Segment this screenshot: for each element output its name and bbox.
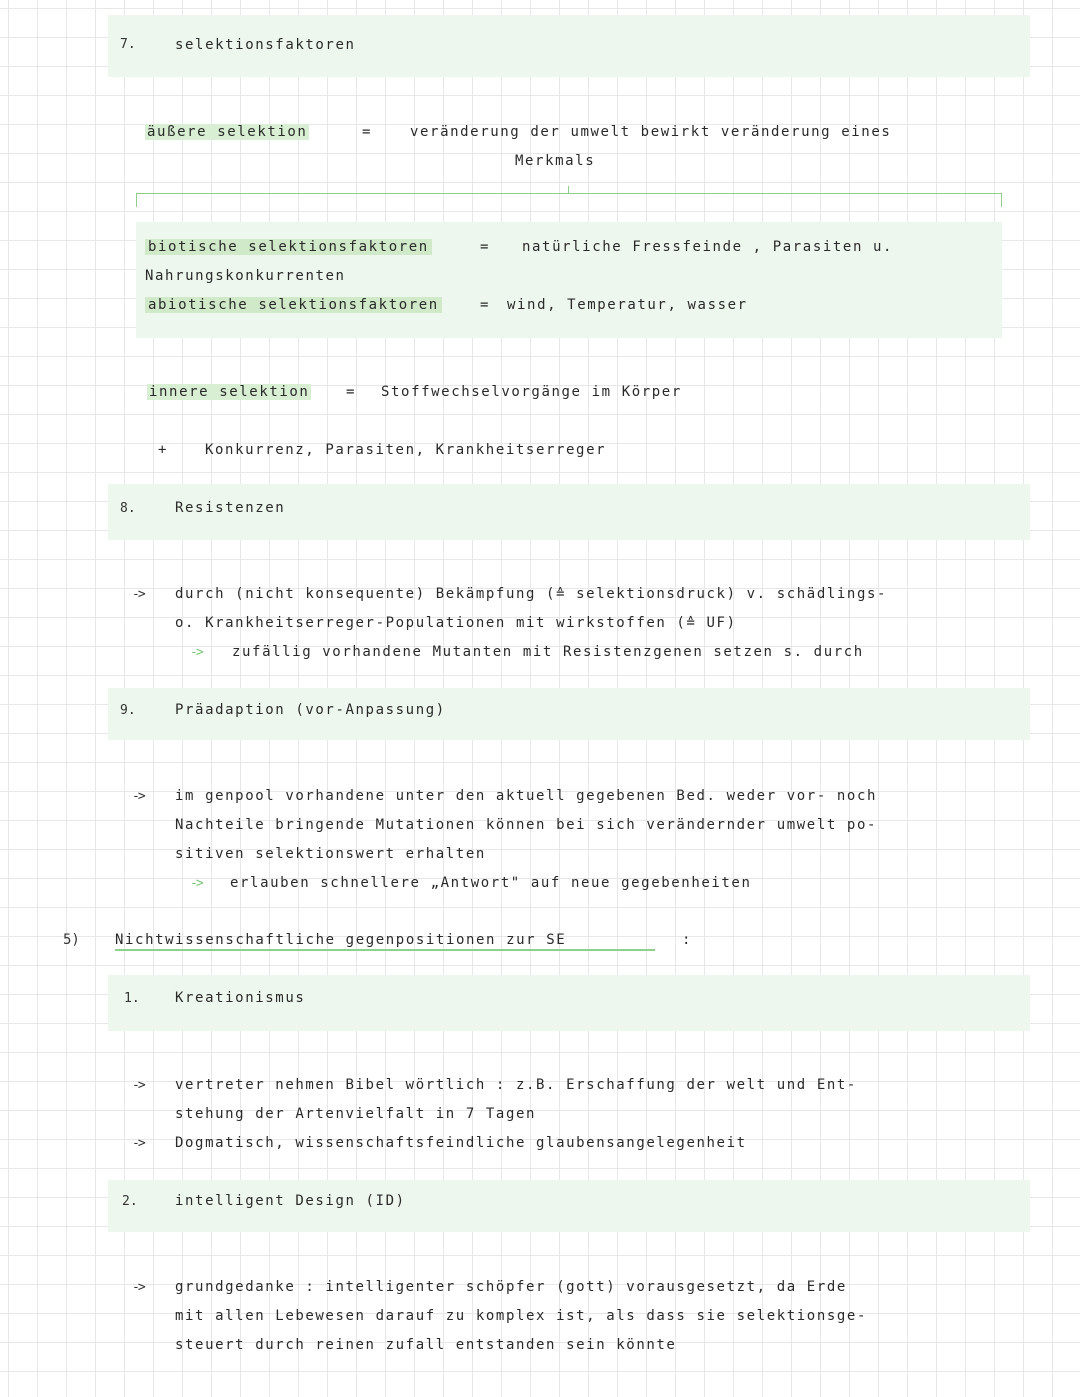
biotic-def-2: Nahrungskonkurrenten [145,268,346,284]
intelligent-design-line-1: grundgedanke : intelligenter schöpfer (gott) vorausgesetzt, da Erde [175,1279,847,1295]
section-5-colon: : [682,932,693,948]
intelligent-design-number: 2. [122,1194,138,1209]
intelligent-design-line-2: mit allen Lebewesen darauf zu komplex ist, als dass sie selektionsge- [175,1308,867,1324]
section-9-line-1: im genpool vorhandene unter den aktuell gegebenen Bed. weder vor- noch [175,788,878,804]
abiotic-eq: = [480,297,491,313]
plus-sign: + [158,442,169,458]
intelligent-design-arrow: -> [132,1280,144,1295]
inner-selection-def: Stoffwechselvorgänge im Körper [381,384,682,400]
outer-selection-def-1: veränderung der umwelt bewirkt veränderung eines [410,124,892,140]
kreationismus-title: Kreationismus [175,990,306,1006]
outer-selection-eq: = [362,124,373,140]
kreationismus-line-3: Dogmatisch, wissenschaftsfeindliche glaubensangelegenheit [175,1135,747,1151]
bracket-line [136,193,1002,194]
section-9-arrow: -> [132,789,144,804]
bracket-left-tick [136,193,137,207]
section-7-title: selektionsfaktoren [175,37,356,53]
section-8-number: 8. [120,501,136,516]
outer-selection-def-2: Merkmals [515,153,596,169]
section-9-number: 9. [120,703,136,718]
section-9-title: Präadaption (vor-Anpassung) [175,702,446,718]
kreationismus-number: 1. [124,991,140,1006]
inner-selection-term: innere selektion [149,384,310,400]
abiotic-term: abiotische selektionsfaktoren [145,296,442,314]
biotic-eq: = [480,239,491,255]
plus-text: Konkurrenz, Parasiten, Krankheitserreger [205,442,607,458]
section-8-line-1: durch (nicht konsequente) Bekämpfung (≙ selektionsdruck) v. schädlings- [175,586,888,602]
section-8-sub-arrow: -> [190,645,202,660]
section-8-line-2: o. Krankheitserreger-Populationen mit wirkstoffen (≙ UF) [175,615,737,631]
abiotic-def: wind, Temperatur, wasser [507,297,748,313]
section-8-arrow: -> [132,587,144,602]
biotic-def-1: natürliche Fressfeinde , Parasiten u. [522,239,894,255]
section-5-number: 5) [63,932,80,948]
intelligent-design-line-3: steuert durch reinen zufall entstanden sein könnte [175,1337,677,1353]
section-5-title: Nichtwissenschaftliche gegenpositionen zur SE [115,931,655,951]
bracket-center-tick [568,186,569,194]
kreationismus-arrow-2: -> [132,1136,144,1151]
section-8-title: Resistenzen [175,500,286,516]
section-9-sub-arrow: -> [190,876,202,891]
kreationismus-arrow-1: -> [132,1078,144,1093]
kreationismus-line-1: vertreter nehmen Bibel wörtlich : z.B. Erschaffung der welt und Ent- [175,1077,857,1093]
section-8-line-3: zufällig vorhandene Mutanten mit Resistenzgenen setzen s. durch [232,644,864,660]
bracket-right-tick [1001,193,1002,207]
intelligent-design-title: intelligent Design (ID) [175,1193,406,1209]
section-9-line-2: Nachteile bringende Mutationen können bei sich verändernder umwelt po- [175,817,878,833]
section-9-line-4: erlauben schnellere „Antwort" auf neue gegebenheiten [230,875,752,891]
section-9-line-3: sitiven selektionswert erhalten [175,846,486,862]
biotic-term: biotische selektionsfaktoren [145,238,432,256]
inner-selection-eq: = [346,384,357,400]
kreationismus-line-2: stehung der Artenvielfalt in 7 Tagen [175,1106,537,1122]
outer-selection-term: äußere selektion [147,124,308,140]
section-7-number: 7. [120,37,136,52]
